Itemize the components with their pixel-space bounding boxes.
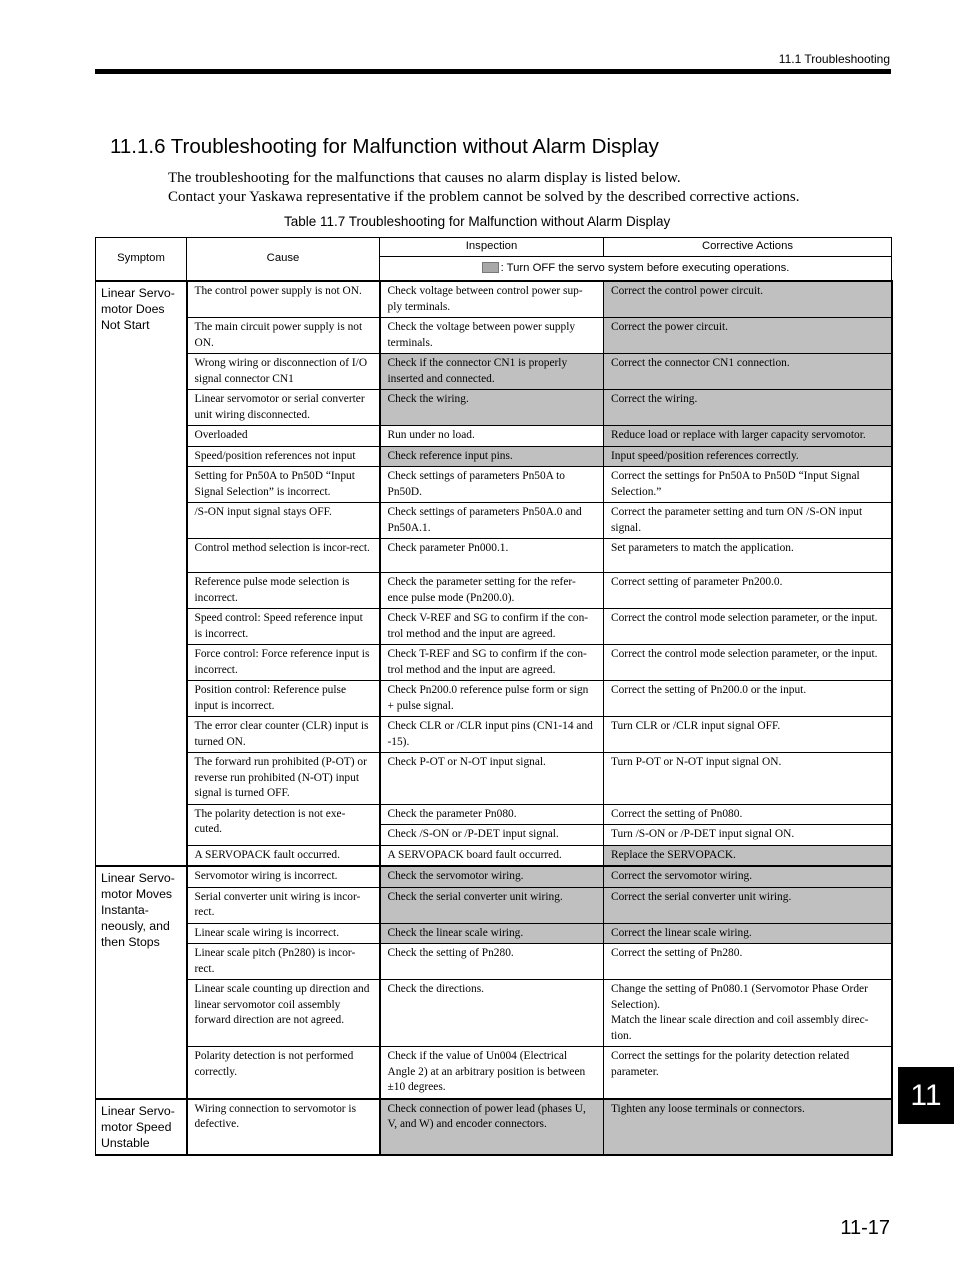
corrective-cell: Input speed/position references correctly. — [604, 446, 892, 467]
table-row — [96, 980, 892, 1047]
intro-line-1: The troubleshooting for the malfunctions that causes no alarm display is listed below. — [168, 170, 681, 186]
corrective-line-1: Change the setting of Pn080.1 (Servomotor Phase Order Selection). — [611, 983, 868, 1011]
cause-cell: Force control: Force reference input is incorrect. — [187, 645, 380, 681]
corrective-cell: Correct the serial converter unit wiring. — [604, 887, 892, 923]
corrective-cell: Reduce load or replace with larger capacity servomotor. — [604, 426, 892, 447]
inspection-cell: Run under no load. — [380, 426, 604, 447]
table-row — [96, 467, 892, 503]
inspection-cell: Check voltage between control power sup-ply terminals. — [380, 281, 604, 318]
inspection-cell: Check /S-ON or /P-DET input signal. — [380, 825, 604, 846]
inspection-cell: Check the serial converter unit wiring. — [380, 887, 604, 923]
corrective-cell: Replace the SERVOPACK. — [604, 845, 892, 866]
header-corrective: Corrective Actions — [604, 238, 892, 257]
corrective-cell: Correct the power circuit. — [604, 318, 892, 354]
table-row — [96, 1047, 892, 1099]
cause-cell: Setting for Pn50A to Pn50D “Input Signal Selection” is incorrect. — [187, 467, 380, 503]
section-title: 11.1.6 Troubleshooting for Malfunction without Alarm Display — [110, 135, 659, 158]
inspection-cell: Check the parameter setting for the refer-ence pulse mode (Pn200.0). — [380, 573, 604, 609]
cause-cell: The main circuit power supply is not ON. — [187, 318, 380, 354]
inspection-cell: Check the linear scale wiring. — [380, 923, 604, 944]
cause-cell: Linear scale counting up direction and linear servomotor coil assembly forward direction are not agreed. — [187, 980, 380, 1047]
cause-cell: Serial converter unit wiring is incor-rect. — [187, 887, 380, 923]
corrective-cell: Correct the control mode selection parameter, or the input. — [604, 645, 892, 681]
table-row — [96, 944, 892, 980]
table-row — [96, 887, 892, 923]
table-row — [96, 804, 892, 825]
inspection-cell: Check the voltage between power supply terminals. — [380, 318, 604, 354]
table-row — [96, 923, 892, 944]
corrective-cell: Correct the setting of Pn280. — [604, 944, 892, 980]
cause-cell: Reference pulse mode selection is incorrect. — [187, 573, 380, 609]
table-row — [96, 645, 892, 681]
cause-cell: Linear scale wiring is incorrect. — [187, 923, 380, 944]
table-row — [96, 426, 892, 447]
header-cause: Cause — [187, 238, 380, 282]
table-row — [96, 866, 892, 887]
corrective-cell: Set parameters to match the application. — [604, 539, 892, 573]
corrective-cell: Turn P-OT or N-OT input signal ON. — [604, 753, 892, 805]
inspection-cell: Check Pn200.0 reference pulse form or sign + pulse signal. — [380, 681, 604, 717]
table-row — [96, 717, 892, 753]
cause-cell: Wiring connection to servomotor is defective. — [187, 1099, 380, 1155]
table-row — [96, 753, 892, 805]
cause-cell: The error clear counter (CLR) input is turned ON. — [187, 717, 380, 753]
inspection-cell: Check the directions. — [380, 980, 604, 1047]
inspection-cell: A SERVOPACK board fault occurred. — [380, 845, 604, 866]
cause-cell: Polarity detection is not performed correctly. — [187, 1047, 380, 1099]
page-number: 11-17 — [840, 1217, 890, 1239]
cause-cell: Servomotor wiring is incorrect. — [187, 866, 380, 887]
table-row — [96, 539, 892, 573]
cause-cell: Control method selection is incor-rect. — [187, 539, 380, 573]
corrective-cell: Correct the servomotor wiring. — [604, 866, 892, 887]
inspection-cell: Check CLR or /CLR input pins (CN1-14 and -15). — [380, 717, 604, 753]
corrective-cell: Correct the settings for the polarity detection related parameter. — [604, 1047, 892, 1099]
inspection-cell: Check the wiring. — [380, 390, 604, 426]
inspection-cell: Check connection of power lead (phases U, V, and W) and encoder connectors. — [380, 1099, 604, 1155]
table-row — [96, 845, 892, 866]
corrective-cell: Tighten any loose terminals or connectors. — [604, 1099, 892, 1155]
table-row — [96, 318, 892, 354]
table-row — [96, 681, 892, 717]
table-row — [96, 503, 892, 539]
cause-cell: The forward run prohibited (P-OT) or reverse run prohibited (N-OT) input signal is turned OFF. — [187, 753, 380, 805]
corrective-cell: Correct the control power circuit. — [604, 281, 892, 318]
cause-cell: Linear servomotor or serial converter unit wiring disconnected. — [187, 390, 380, 426]
inspection-cell: Check settings of parameters Pn50A.0 and Pn50A.1. — [380, 503, 604, 539]
corrective-cell: Correct the connector CN1 connection. — [604, 354, 892, 390]
inspection-cell: Check the servomotor wiring. — [380, 866, 604, 887]
cause-cell: The control power supply is not ON. — [187, 281, 380, 318]
cause-cell: Speed/position references not input — [187, 446, 380, 467]
header-inspection: Inspection — [380, 238, 604, 257]
cause-cell: Linear scale pitch (Pn280) is incor-rect. — [187, 944, 380, 980]
table-caption: Table 11.7 Troubleshooting for Malfunction without Alarm Display — [284, 214, 671, 229]
inspection-cell: Check reference input pins. — [380, 446, 604, 467]
header-rule — [95, 69, 891, 74]
table-row — [96, 390, 892, 426]
inspection-cell: Check T-REF and SG to confirm if the con-trol method and the input are agreed. — [380, 645, 604, 681]
chapter-tab: 11 — [898, 1067, 954, 1124]
table-row — [96, 609, 892, 645]
corrective-cell: Correct the settings for Pn50A to Pn50D “Input Signal Selection.” — [604, 467, 892, 503]
cause-cell: A SERVOPACK fault occurred. — [187, 845, 380, 866]
corrective-cell: Correct the linear scale wiring. — [604, 923, 892, 944]
intro-line-2: Contact your Yaskawa representative if the problem cannot be solved by the described corrective actions. — [168, 189, 800, 205]
inspection-cell: Check the setting of Pn280. — [380, 944, 604, 980]
inspection-cell: Check the parameter Pn080. — [380, 804, 604, 825]
corrective-cell: Correct setting of parameter Pn200.0. — [604, 573, 892, 609]
cause-cell: Position control: Reference pulse input is incorrect. — [187, 681, 380, 717]
table-row — [96, 573, 892, 609]
corrective-cell: Turn /S-ON or /P-DET input signal ON. — [604, 825, 892, 846]
corrective-cell — [604, 980, 892, 1047]
corrective-cell: Correct the parameter setting and turn ON /S-ON input signal. — [604, 503, 892, 539]
corrective-cell: Correct the control mode selection parameter, or the input. — [604, 609, 892, 645]
header-symptom: Symptom — [96, 238, 187, 282]
troubleshooting-table — [95, 237, 893, 1156]
cause-cell: Wrong wiring or disconnection of I/O signal connector CN1 — [187, 354, 380, 390]
table-row — [96, 354, 892, 390]
table-row — [96, 281, 892, 318]
corrective-cell: Correct the setting of Pn200.0 or the input. — [604, 681, 892, 717]
symptom-cell: Linear Servo-motor Does Not Start — [96, 281, 187, 866]
corrective-cell: Turn CLR or /CLR input signal OFF. — [604, 717, 892, 753]
cause-cell: Speed control: Speed reference input is incorrect. — [187, 609, 380, 645]
cause-cell: Overloaded — [187, 426, 380, 447]
symptom-cell: Linear Servo-motor Moves Instanta-neously, and then Stops — [96, 866, 187, 1099]
cause-cell: /S-ON input signal stays OFF. — [187, 503, 380, 539]
corrective-line-2: Match the linear scale direction and coil assembly direc-tion. — [611, 1014, 869, 1042]
inspection-cell: Check parameter Pn000.1. — [380, 539, 604, 573]
corrective-cell: Correct the wiring. — [604, 390, 892, 426]
cause-cell: The polarity detection is not exe-cuted. — [187, 804, 380, 845]
symptom-cell: Linear Servo-motor Speed Unstable — [96, 1099, 187, 1155]
inspection-cell: Check P-OT or N-OT input signal. — [380, 753, 604, 805]
shade-note-text: : Turn OFF the servo system before executing operations. — [500, 261, 790, 274]
header-section-title: 11.1 Troubleshooting — [778, 52, 890, 66]
table-header-row — [96, 238, 892, 257]
inspection-cell: Check if the value of Un004 (Electrical Angle 2) at an arbitrary position is between ±10 degrees. — [380, 1047, 604, 1099]
inspection-cell: Check V-REF and SG to confirm if the con-trol method and the input are agreed. — [380, 609, 604, 645]
inspection-cell: Check settings of parameters Pn50A to Pn50D. — [380, 467, 604, 503]
inspection-cell: Check if the connector CN1 is properly inserted and connected. — [380, 354, 604, 390]
shade-note — [380, 256, 892, 281]
shade-swatch-icon — [482, 262, 499, 273]
table-row — [96, 446, 892, 467]
corrective-cell: Correct the setting of Pn080. — [604, 804, 892, 825]
table-row — [96, 1099, 892, 1155]
